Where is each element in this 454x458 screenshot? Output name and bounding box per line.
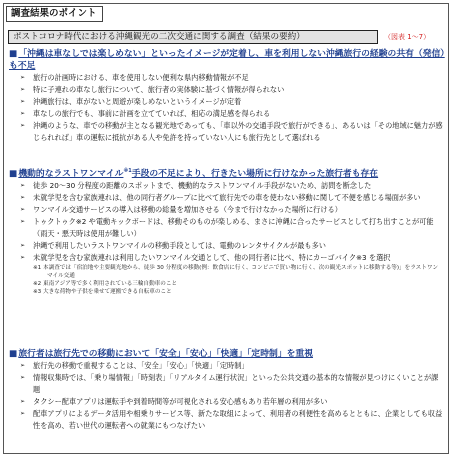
- list-item-text: 沖縄のような、車での移動が主となる観光地であっても、「車以外の交通手段で旅行ができる」、あるいは「その地域に魅力が感じられれば」車の運転に抵抗がある人や免許を持っていない人にも旅行先として選ばれる: [33, 121, 443, 142]
- section-2-title-text: 機動的なラストワンマイル: [18, 169, 124, 179]
- list-item-text: 沖縄で利用したいラストワンマイルの移動手段としては、電動のレンタサイクルが最も多い: [33, 241, 326, 250]
- list-item: [9, 84, 447, 96]
- footnote-marker: ※1: [123, 168, 132, 175]
- arrow-bullet-icon: [20, 204, 25, 216]
- list-item-text: 配車アプリによるデータ活用や相乗りサービス等、新たな取組によって、利用者の利便性を高めるとともに、企業としても収益性を高め、若い世代の運転者への就業にもつなげたい: [33, 409, 443, 430]
- list-item-text: トゥクトゥク※2 や電動キックボードは、移動そのものが楽しめる、まさに沖縄に合ったサービスとして打ち出すことが可能（雨天・悪天時は使用が難しい）: [33, 217, 434, 238]
- section-2-title: [9, 168, 447, 180]
- arrow-bullet-icon: [20, 108, 25, 120]
- arrow-bullet-icon: [20, 408, 25, 420]
- list-item: [9, 192, 447, 204]
- section-bullet-icon: ■: [9, 349, 18, 359]
- section-1-title-text: 「沖縄は車なしでは楽しめない」といったイメージが定着し、車を利用しない沖縄旅行の経験の共有（発信）も不足: [9, 49, 445, 71]
- list-item: [9, 204, 447, 216]
- footnote: ※1 本調査では「宿泊地や主要観光地から、徒歩 30 分程度の移動(例：飲食店に行く、コンビニで買い物に行く、次の観光スポットに移動する等)」をラストワンマイル交通: [33, 265, 439, 279]
- arrow-bullet-icon: [20, 120, 25, 132]
- section-1: [9, 48, 447, 144]
- arrow-bullet-icon: [20, 396, 25, 408]
- list-item: [9, 408, 447, 432]
- arrow-bullet-icon: [20, 84, 25, 96]
- footnotes: [9, 264, 447, 296]
- summary-heading: ポストコロナ時代における沖縄観光の二次交通に関する調査（結果の要約）: [8, 30, 378, 44]
- section-1-list: [9, 72, 447, 144]
- arrow-bullet-icon: [20, 180, 25, 192]
- section-3-title-text: 旅行者は旅行先での移動において「安全」「安心」「快適」「定時制」を重視: [18, 349, 314, 359]
- list-item-text: 情報収集時では、「乗り場情報」「時刻表」「リアルタイム運行状況」といった公共交通の基本的な情報が見つけにくいことが課題: [33, 373, 439, 394]
- arrow-bullet-icon: [20, 360, 25, 372]
- arrow-bullet-icon: [20, 96, 25, 108]
- arrow-bullet-icon: [20, 240, 25, 252]
- section-3-title: [9, 348, 447, 360]
- page-title-tab: 調査結果のポイント: [6, 6, 103, 22]
- arrow-bullet-icon: [20, 72, 25, 84]
- list-item-text: 未就学児を含む家族連れは利用したいワンマイル交通として、他の同行者に比べ、特にカーゴバイク※3 を選択: [33, 253, 391, 262]
- list-item: [9, 180, 447, 192]
- list-item: [9, 240, 447, 252]
- section-2-title-text-2: 手段の不足により、行きたい場所に行けなかった旅行者も存在: [131, 169, 379, 179]
- list-item: [9, 252, 447, 264]
- arrow-bullet-icon: [20, 372, 25, 384]
- arrow-bullet-icon: [20, 192, 25, 204]
- list-item-text: 徒歩 20～30 分程度の距離のスポットまで、機動的なラストワンマイル手段がないため、訪問を断念した: [33, 181, 372, 190]
- section-2-list: [9, 180, 447, 264]
- list-item-text: 旅行の計画時における、車を使用しない便利な県内移動情報が不足: [33, 73, 249, 82]
- list-item-text: タクシー配車アプリは運転手や到着時間等が可視化される安心感もあり若年層の利用が多い: [33, 397, 328, 406]
- arrow-bullet-icon: [20, 252, 25, 264]
- section-bullet-icon: ■: [9, 169, 18, 179]
- list-item-text: 旅行先の移動で重視することは、「安全」「安心」「快適」「定時制」: [33, 361, 249, 370]
- footnote: ※2 東南アジア等で多く利用されている三輪自動車のこと: [33, 281, 178, 287]
- list-item-text: 特に子連れの車なし旅行について、旅行者の実体験に基づく情報が得られない: [33, 85, 285, 94]
- list-item: [9, 120, 447, 144]
- section-bullet-icon: ■: [9, 49, 18, 59]
- section-2: [9, 168, 447, 296]
- list-item-text: 未就学児を含む家族連れは、他の同行者グループに比べて旅行先での車を使わない移動に関して不便を感じる場面が多い: [33, 193, 421, 202]
- section-3-list: [9, 360, 447, 432]
- footnote: ※3 大きな荷物や子供を乗せて運搬できる自転車のこと: [33, 289, 172, 295]
- list-item: [9, 96, 447, 108]
- list-item-text: 沖縄旅行は、車がないと周遊が楽しめないというイメージが定着: [33, 97, 242, 106]
- list-item: [9, 216, 447, 240]
- section-3: [9, 348, 447, 432]
- figure-reference: （図表 1～7）: [384, 33, 431, 41]
- list-item: [9, 396, 447, 408]
- list-item-text: 車なしの旅行でも、事前に計画を立てていれば、相応の満足感を得られる: [33, 109, 271, 118]
- list-item-text: ワンマイル交通サービスの導入は移動の総量を増加させる（今まで行けなかった場所に行ける）: [33, 205, 342, 214]
- list-item: [9, 372, 447, 396]
- list-item: [9, 108, 447, 120]
- list-item: [9, 72, 447, 84]
- arrow-bullet-icon: [20, 216, 25, 228]
- list-item: [9, 360, 447, 372]
- section-1-title: [9, 48, 447, 72]
